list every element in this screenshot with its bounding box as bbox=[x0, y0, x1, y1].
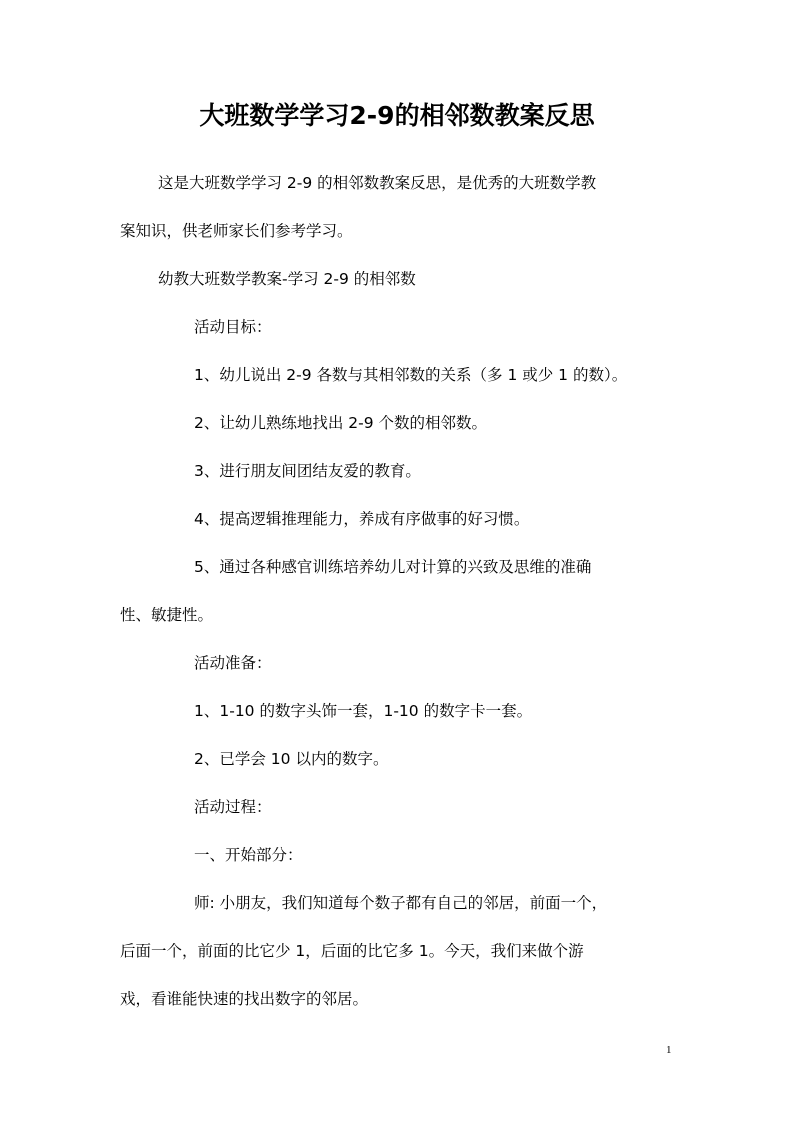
objective-item-4: 4、提高逻辑推理能力，养成有序做事的好习惯。 bbox=[194, 510, 530, 528]
intro-paragraph-line-2: 案知识，供老师家长们参考学习。 bbox=[120, 222, 353, 240]
objective-item-5-line-1: 5、通过各种感官训练培养幼儿对计算的兴致及思维的准确 bbox=[194, 558, 592, 576]
objective-item-3: 3、进行朋友间团结友爱的教育。 bbox=[194, 462, 421, 480]
teacher-speech-line-2: 后面一个，前面的比它少 1，后面的比它多 1。今天，我们来做个游 bbox=[120, 942, 584, 960]
preparation-item-1: 1、1-10 的数字头饰一套，1-10 的数字卡一套。 bbox=[194, 702, 533, 720]
page-number: 1 bbox=[666, 1044, 672, 1056]
process-part-1-heading: 一、开始部分： bbox=[194, 846, 303, 864]
document-title: 大班数学学习2-9的相邻数教案反思 bbox=[199, 101, 595, 130]
section-heading-objectives: 活动目标： bbox=[194, 318, 272, 336]
objective-item-5-line-2: 性、敏捷性。 bbox=[120, 606, 214, 624]
teacher-speech-line-1: 师: 小朋友，我们知道每个数子都有自己的邻居，前面一个， bbox=[194, 894, 608, 912]
objective-item-1: 1、幼儿说出 2-9 各数与其相邻数的关系（多 1 或少 1 的数）。 bbox=[194, 366, 628, 384]
section-heading-process: 活动过程： bbox=[194, 798, 272, 816]
intro-paragraph-line-1: 这是大班数学学习 2-9 的相邻数教案反思，是优秀的大班数学教 bbox=[158, 174, 597, 192]
preparation-item-2: 2、已学会 10 以内的数字。 bbox=[194, 750, 389, 768]
section-heading-preparation: 活动准备： bbox=[194, 654, 272, 672]
lesson-heading: 幼教大班数学教案-学习 2-9 的相邻数 bbox=[158, 270, 416, 288]
objective-item-2: 2、让幼儿熟练地找出 2-9 个数的相邻数。 bbox=[194, 414, 488, 432]
teacher-speech-line-3: 戏，看谁能快速的找出数字的邻居。 bbox=[120, 990, 369, 1008]
